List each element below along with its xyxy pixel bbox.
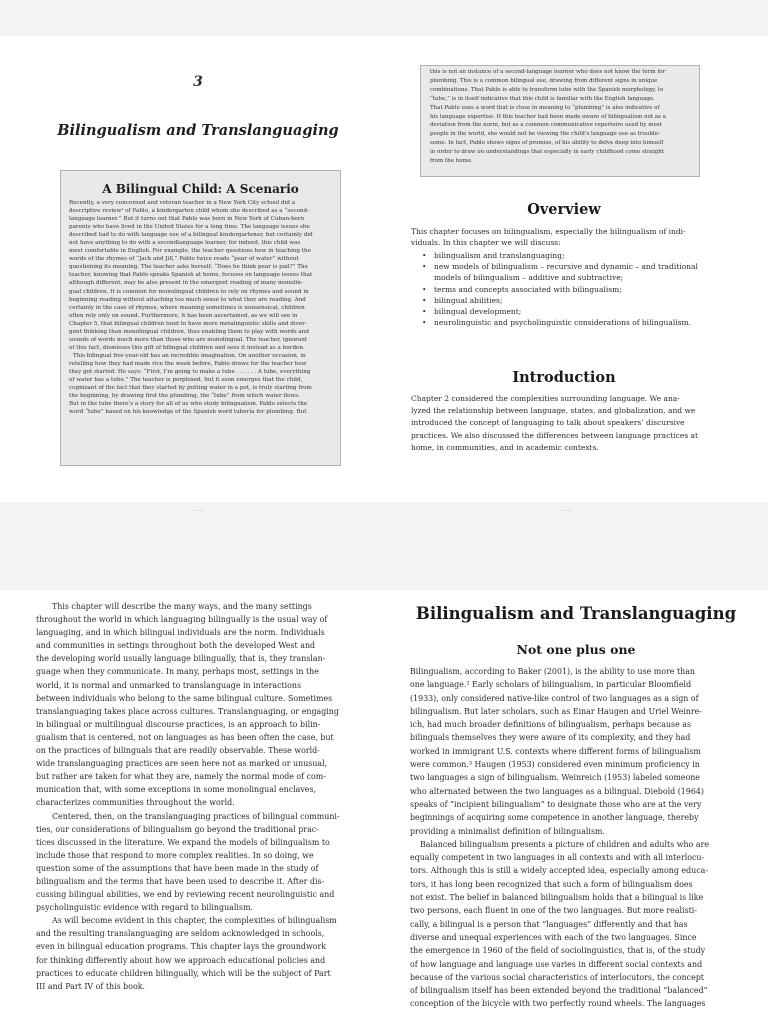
overview-list	[422, 250, 712, 328]
body-paragraph-2: Centered, then, on the translanguaging practices of bilingual communi- ties, our considerations of bilingualism go beyond the traditional prac- tices discussed in the literature. We expand the models of bilingualism to include those that respond to more complex realities. In so doing, we question some of the assumptions that have been made in the study of bilingualism and the terms that have been used to describe it. After dis- cussing bilingual abilities, we end by reviewing recent neurolinguistic and psycholinguistic evidence with regard to bilingualism.	[36, 811, 340, 913]
section-body-text	[410, 665, 740, 1011]
page-separator-left: ...	[192, 504, 204, 514]
body-paragraph-1: This chapter will describe the many ways, and the many settings throughout the world in which languaging bilingually is the usual way of languaging, and in which bilingual individuals are the norm. Individuals and communities in settings throughout both the developed West and the developing world usually language bilingually, that is, they translan- guage when they communicate. In many, perhaps most, settings in the world, it is normal and unmarked to translanguage in interactions between individuals who belong to the same bilingual culture. Sometimes translanguaging takes place across cultures. Translanguaging, or engaging in bilingual or multilingual discourse practices, is an approach to bilin- gualism that is centered, not on languages as has been often the case, but on the practices of bilinguals that are readily observable. These world- wide translanguaging practices are seen here not as marked or unusual, but rather are taken for what they are, namely the normal mode of com- munication that, with some exceptions in some monolingual enclaves, characterizes communities throughout the world.	[36, 602, 339, 808]
overview-item: • terms and concepts associated with bilingualism;	[422, 284, 712, 295]
page-chapter-intro-continued	[0, 590, 384, 1024]
page-chapter-opening	[0, 36, 384, 502]
body-paragraph-3: As will become evident in this chapter, the complexities of bilingualism and the resulting translanguaging are seldom acknowledged in schools, even in bilingual education programs. This chapter lays the groundwork for thinking differently about how we approach educational policies and practices to educate children bilingually, which will be the subject of Part III and Part IV of this book.	[36, 916, 337, 991]
scenario-box	[60, 170, 341, 466]
overview-heading: Overview	[527, 201, 601, 218]
overview-item: • bilingualism and translanguaging;	[422, 250, 712, 261]
subsection-heading: Not one plus one	[516, 642, 636, 657]
overview-item: • bilingual development;	[422, 306, 712, 317]
top-viewer-margin	[0, 0, 768, 36]
body-text	[36, 600, 358, 993]
section-heading: Bilingualism and Translanguaging	[415, 604, 737, 623]
scenario-title: A Bilingual Child: A Scenario	[102, 182, 299, 196]
scenario-paragraph-2: This bilingual five-year-old has an incredible imagination. On another occasion, in retelling how they had made rice the week before, Pablo draws for the teacher how they got started. He says: “First, I’m going to make a tube . . . . . . A tube, everything of water has a tube.” The teacher is perplexed, but it soon emerges that the child, cognizant of the fact that they started by putting water in a pot, is truly starting from the beginning, by drawing first the plumbing, the “tube” from which water flows. But in the tube there’s a story for all of us who study bilingualism. Pablo selects the word “tube” based on his knowledge of the Spanish word tubería for plumbing. But	[69, 352, 312, 416]
section-paragraph-1: Bilingualism, according to Baker (2001), is the ability to use more than one language.² Early scholars of bilingualism, in particular Bloomfield (1933), only considered native-like control of two languages as a sign of bilingualism. But later scholars, such as Einar Haugen and Uriel Weinre- ich, had much broader definitions of bilingualism, perhaps because as bilinguals themselves they were aware of its complexity, and they had worked in immigrant U.S. contexts where different forms of bilingualism were common.³ Haugen (1953) considered even minimum proficiency in two languages a sign of bilingualism. Weinreich (1953) labeled someone who alternated between the two languages as a bilingual. Diebold (1964) speaks of “incipient bilingualism” to designate those who are at the very beginnings of acquiring some competence in another language, thereby providing a minimalist definition of bilingualism.	[410, 667, 704, 836]
scenario-continuation-box	[420, 65, 700, 177]
section-paragraph-2: Balanced bilingualism presents a picture of children and adults who are equally competent in two languages in all contexts and with all interlocu- tors. Although this is still a widely accepted idea, especially among educa- tors, it has long been recognized that such a form of bilingualism does not exist. The belief in balanced bilingualism holds that a bilingual is like two persons, each fluent in one of the two languages. But more realisti- cally, a bilingual is a person that “languages” differently and that has diverse and unequal experiences with each of the two languages. Since the emergence in 1960 of the field of sociolinguistics, that is, of the study of how language and language use varies in different social contexts and because of the various social characteristics of interlocutors, the concept of bilingualism itself has been extended beyond the traditional “balanced” conception of the bicycle with two perfectly round wheels. The languages	[410, 839, 710, 1009]
introduction-heading: Introduction	[512, 369, 616, 386]
scenario-paragraph-1: Recently, a very concerned and veteran teacher in a New York City school did a descriptive review¹ of Pablo, a kindergarten child whom she described as a “second- language learner.” But it turns out that Pablo was born in New York of Cuban-born parents who have lived in the United States for a long time. The language issues she described had to do with language use of a bilingual kindergartener, but certainly did not have anything to do with a secondlanguage learner, for indeed, this child was most comfortable in English. For example, the teacher questions how in teaching the words of the rhymes of “Jack and Jill,” Pablo twice reads “pear of water” without questioning its meaning. The teacher asks herself: “Does he think pear is pail?” The teacher, knowing that Pablo speaks Spanish at home, focuses on language issues that although different, may be also present in the emergent reading of many monolin- gual children. It is common for monolingual children to rely on rhymes and sound in beginning reading without attaching too much sense to what they are reading. And certainly in the case of rhymes, where meaning sometimes is nonsensical, children often rely only on sound. Furthermore, it has been ascertained, as we will see in Chapter 5, that bilingual children tend to have more metalinguistic skills and diver- gent thinking than monolingual children, thus enabling them to play with words and sounds of words much more than those who are monolingual. The teacher, ignorant of this fact, dismisses this gift of bilingual children and sees it instead as a burden.	[69, 200, 313, 351]
middle-viewer-gap	[0, 502, 768, 590]
overview-item: • new models of bilingualism – recursive and dynamic – and traditional models of bilingualism – additive and subtractive;	[422, 261, 712, 283]
overview-item: • bilingual abilities;	[422, 295, 712, 306]
page-bilingualism-section	[384, 590, 768, 1024]
chapter-number: 3	[193, 74, 203, 90]
page-overview	[384, 36, 768, 502]
introduction-paragraph: Chapter 2 considered the complexities surrounding language. We ana- lyzed the relationship between language, states, and globalization, and we introduced the concept of languaging to talk about speakers’ discursive practices. We also discussed the differences between language practices at home, in communities, and in academic contexts.	[411, 394, 699, 452]
page-separator-right: ...	[560, 504, 572, 514]
overview-item: • neurolinguistic and psycholinguistic considerations of bilingualism.	[422, 317, 712, 328]
scenario-continuation-text: this is not an instance of a second-language learner who does not know the term for plumbing. This is a common bilingual use, drawing from different signs in unique combinations. That Pablo is able to transform tube with the Spanish morphology, to “tube,” is in itself indicative that this child is familiar with the English language. That Pablo uses a word that is close in meaning to “plumbing” is also indicative of his language expertise. If this teacher had been made aware of bilingualism not as a deviation from the norm, but as a common communicative repertoire used by most people in the world, she would not be viewing the child’s language use as trouble- some. In fact, Pablo shows signs of promise, of his ability to delve deep into himself in order to draw on understandings that especially in early childhood come straight from the home.	[430, 69, 667, 165]
overview-intro: This chapter focuses on bilingualism, especially the bilingualism of indi- viduals. In this chapter we will discuss:	[411, 227, 686, 247]
chapter-title: Bilingualism and Translanguaging	[57, 122, 339, 139]
